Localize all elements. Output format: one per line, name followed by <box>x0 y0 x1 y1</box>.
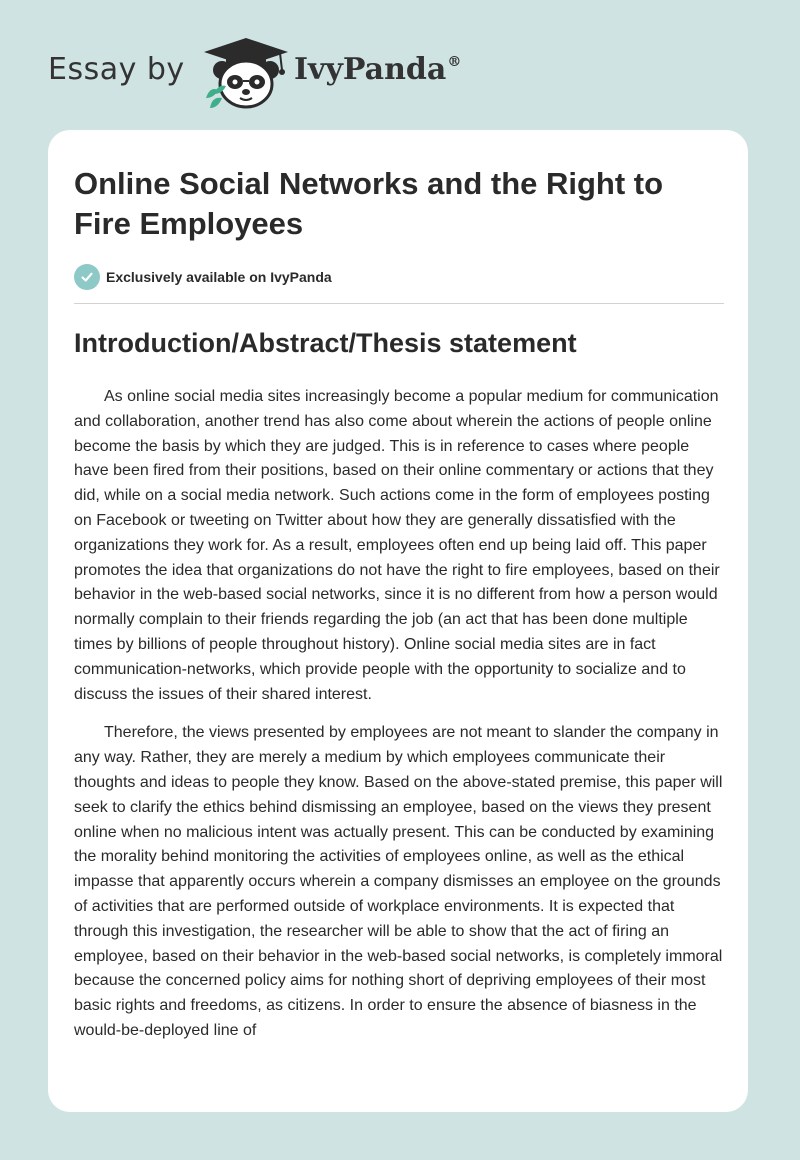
paragraph: Therefore, the views presented by employees are not meant to slander the company in any way. Rather, they are merely a medium by which employees communicate their thoughts and ideas to people they know. Based on the above-stated premise, this paper will seek to clarify the ethics behind dismissing an employee, based on the views they present online when no malicious intent was actually present. This can be conducted by examining the morality behind monitoring the activities of employees online, as well as the ethical impasse that apparently occurs wherein a company dismisses an employee on the grounds of activities that are performed outside of workplace environments. It is expected that through this investigation, the researcher will be able to show that the act of firing an employee, based on their behavior in the web-based social networks, is completely immoral because the concerned policy aims for nothing short of depriving employees of their most basic rights and freedoms, as citizens. In order to ensure the absence of biasness in the would-be-deployed line of <box>74 724 723 1039</box>
page-title: Online Social Networks and the Right to Fire Employees <box>74 166 664 241</box>
badge-label: Exclusively available on IvyPanda <box>106 269 332 285</box>
section-heading: Introduction/Abstract/Thesis statement <box>74 328 577 358</box>
article-body <box>74 385 728 1080</box>
registered-mark: ® <box>447 54 462 70</box>
site-header <box>0 0 800 130</box>
brand-name-text: IvyPanda <box>294 52 447 87</box>
paragraph: As online social media sites increasingly become a popular medium for communication and collaboration, another trend has also come about wherein the actions of people online become the basis by which they are judged. This is in reference to cases where people have been fired from their positions, based on their online commentary or actions that they did, while on a social media network. Such actions come in the form of employees posting on Facebook or tweeting on Twitter about how they are generally dissatisfied with the organizations they work for. As a result, employees often end up being laid off. This paper promotes the idea that organizations do not have the right to fire employees, based on their behavior in the web-based social networks, since it is no different from how a person would normally complain to their friends regarding the job (an act that has been done multiple times by billions of people throughout history). Online social media sites are in fact communication-networks, which provide people with the opportunity to socialize and to discuss the issues of their shared interest. <box>74 388 720 703</box>
essay-by-label: Essay by <box>48 52 185 87</box>
exclusive-badge <box>74 264 332 290</box>
divider <box>74 303 724 304</box>
brand-name[interactable] <box>294 52 461 87</box>
check-icon <box>74 264 100 290</box>
essay-card <box>48 130 748 1112</box>
panda-graduate-icon[interactable] <box>200 36 292 110</box>
